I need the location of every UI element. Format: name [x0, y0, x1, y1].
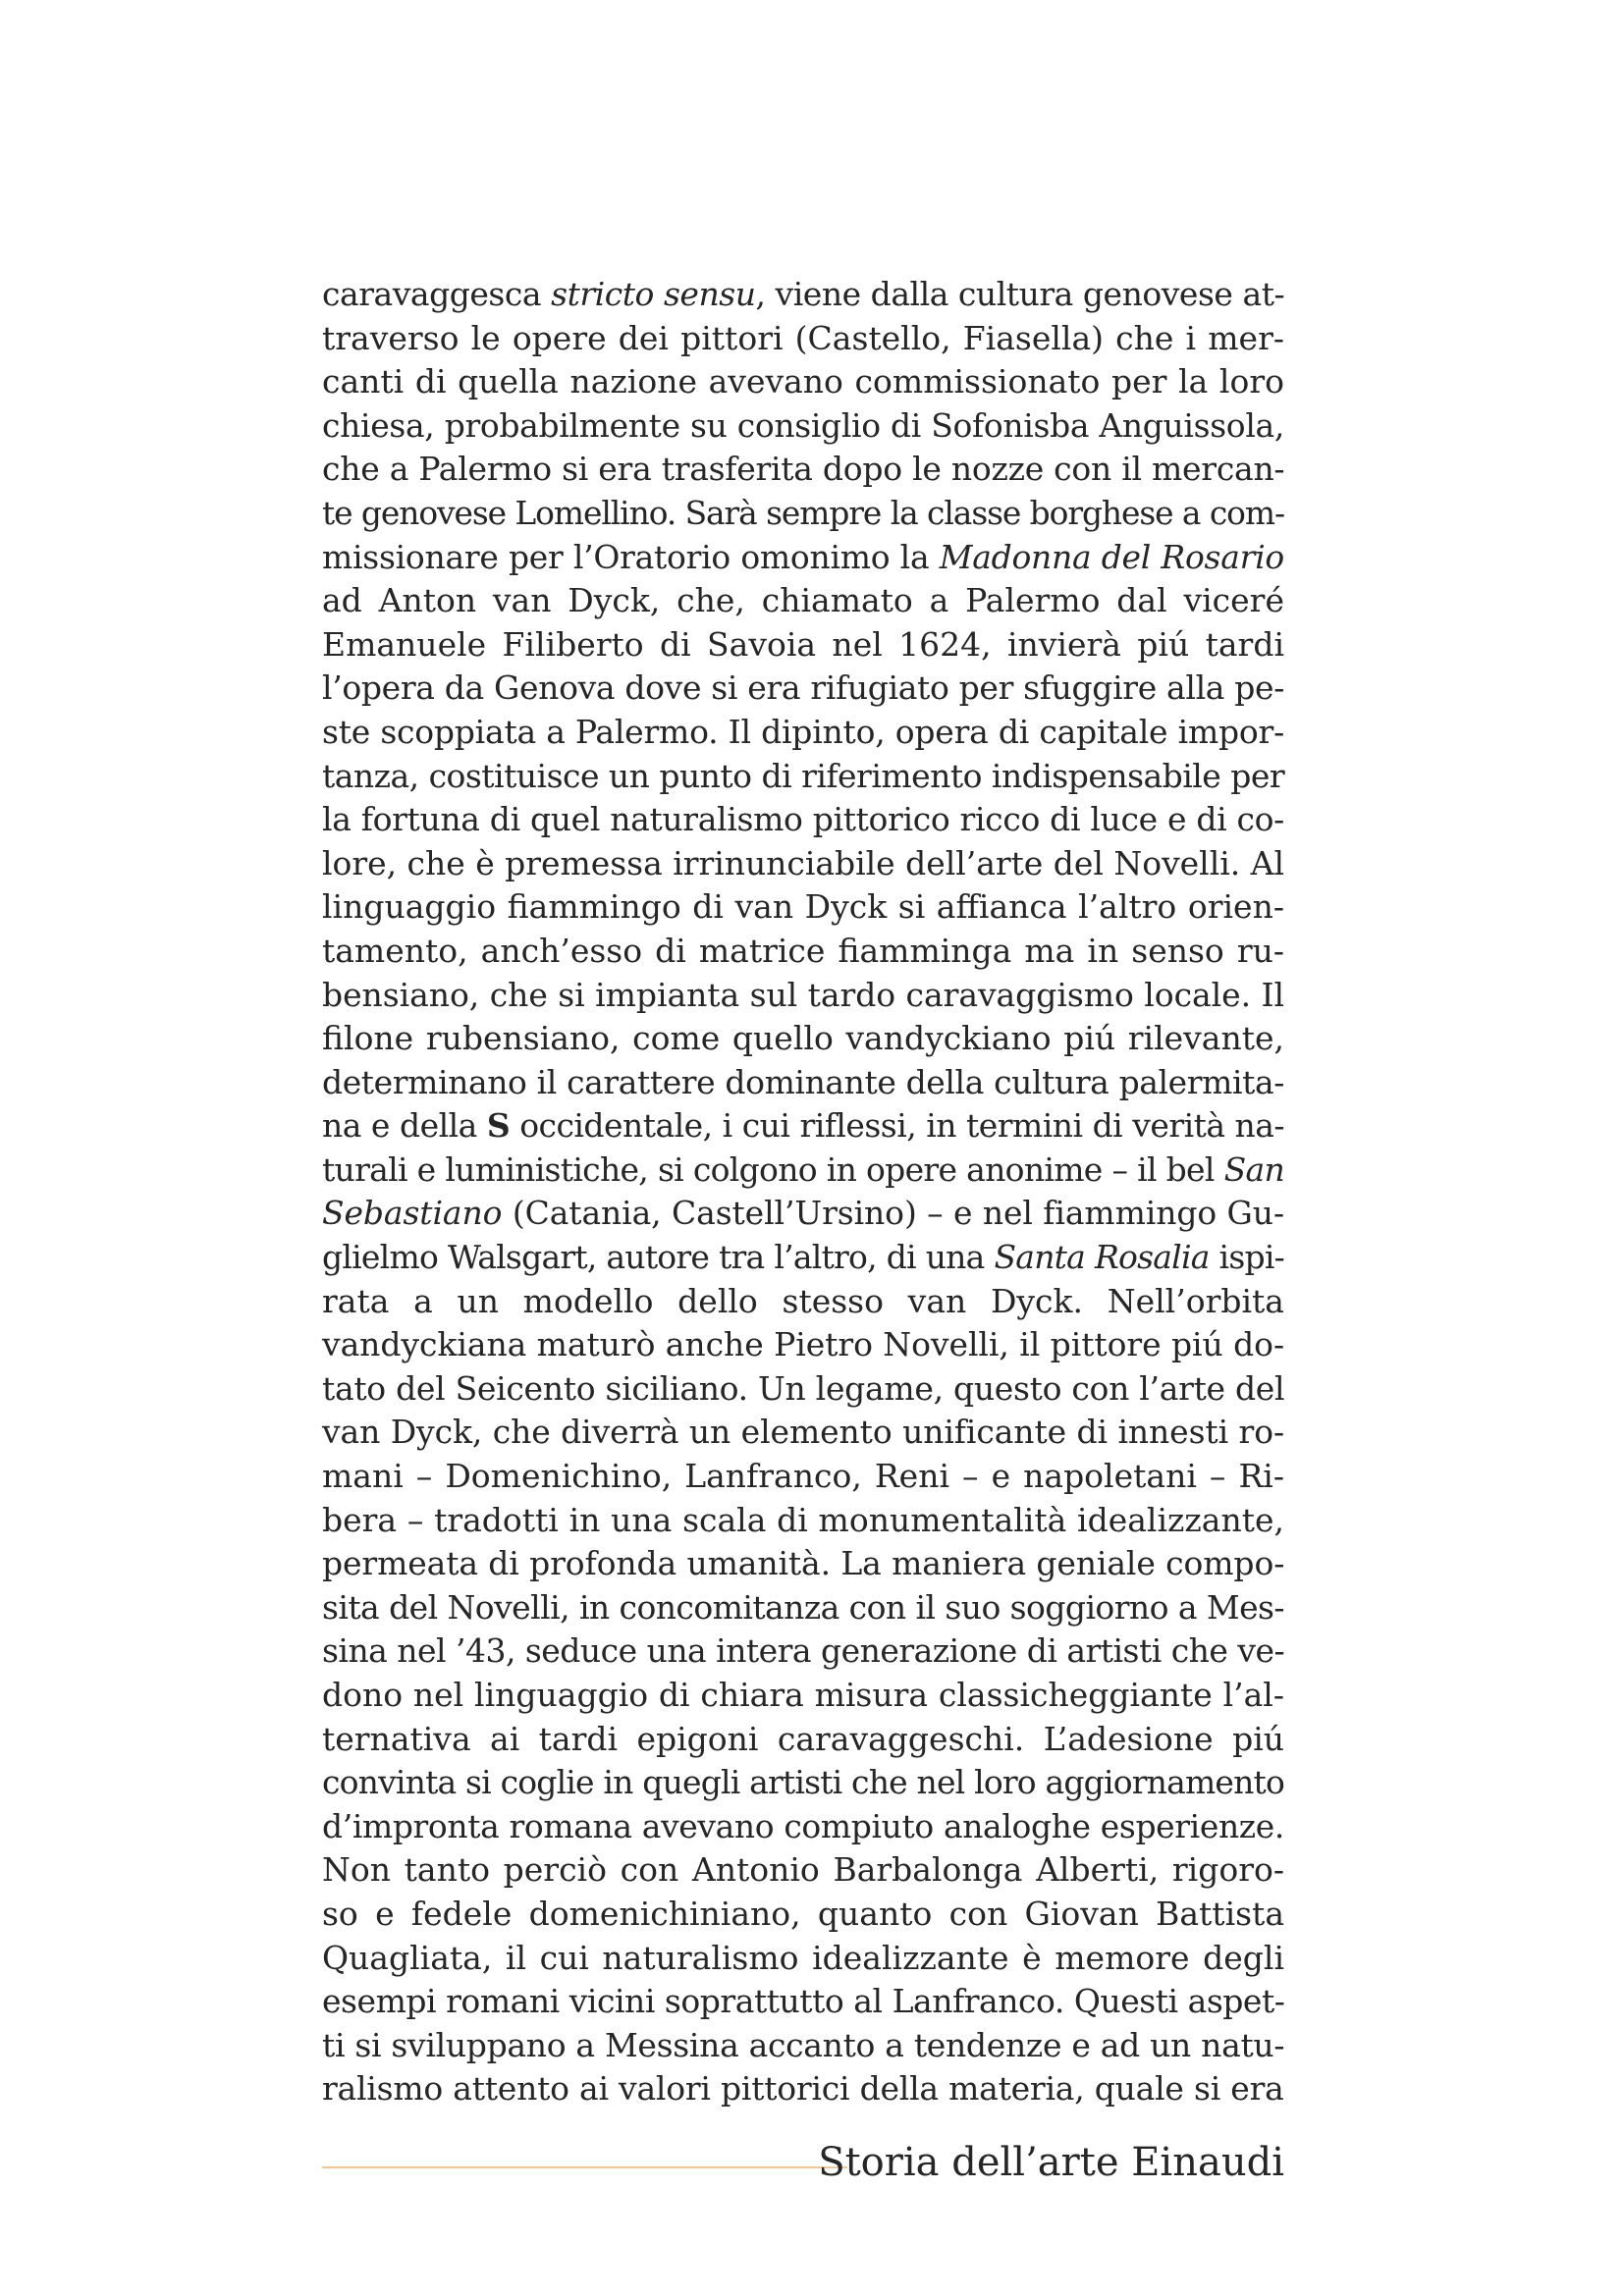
text-line: [322, 667, 1284, 711]
text-segment: mani – Domenichino, Lanfranco, Reni – e napoletani – Ri-: [322, 1457, 1284, 1496]
text-line: [322, 1718, 1284, 1762]
text-line: [322, 1367, 1284, 1412]
text-segment: canti di quella nazione avevano commissionato per la loro: [322, 362, 1284, 401]
text-segment: te genovese Lomellino. Sarà sempre la classe borghese a com-: [322, 493, 1284, 532]
text-line: [322, 974, 1284, 1018]
text-line: [322, 579, 1284, 623]
text-segment: chiesa, probabilmente su consiglio di Sofonisba Anguissola,: [322, 405, 1284, 445]
text-segment: d’impronta romana avevano compiuto analoghe esperienze.: [322, 1806, 1284, 1845]
text-segment: sina nel ’43, seduce una intera generazione di artisti che ve-: [322, 1631, 1285, 1671]
text-line: [322, 1761, 1284, 1805]
text-line: [322, 492, 1284, 536]
text-segment: l’opera da Genova dove si era rifugiato per sfuggire alla pe-: [322, 668, 1285, 708]
text-line: [322, 1805, 1284, 1849]
text-segment: so e fedele domenichiniano, quanto con Giovan Battista: [322, 1894, 1284, 1933]
text-line: [322, 1542, 1284, 1586]
text-segment: permeata di profonda umanità. La maniera geniale compo-: [322, 1544, 1285, 1583]
text-segment: tato del Seicento siciliano. Un legame, questo con l’arte del: [322, 1368, 1285, 1408]
text-segment: missionare per l’Oratorio omonimo la: [322, 537, 940, 576]
body-text: [322, 273, 1284, 2111]
text-segment: tanza, costituisce un punto di riferimento indispensabile per: [322, 756, 1285, 795]
text-line: [322, 317, 1284, 361]
text-segment: , viene dalla cultura genovese at-: [755, 275, 1285, 313]
text-line: [322, 885, 1284, 930]
text-line: [322, 1937, 1284, 1981]
text-segment: (Catania, Castell’Ursino) – e nel fiammingo Gu-: [502, 1194, 1284, 1233]
text-line: [322, 448, 1284, 492]
text-segment: occidentale, i cui riflessi, in termini di verità na-: [510, 1106, 1285, 1146]
text-line: [322, 1629, 1284, 1674]
text-line: [322, 1893, 1284, 1937]
text-segment: sita del Novelli, in concomitanza con il suo soggiorno a Mes-: [322, 1587, 1284, 1627]
text-segment: ad Anton van Dyck, che, chiamato a Palermo dal viceré: [322, 581, 1284, 620]
text-line: [322, 2024, 1284, 2068]
text-line: [322, 536, 1284, 580]
text-segment: linguaggio fiammingo di van Dyck si affianca l’altro orien-: [322, 887, 1284, 927]
text-segment: na e della: [322, 1106, 487, 1146]
text-line: [322, 360, 1284, 404]
text-line: [322, 1455, 1284, 1499]
text-line: [322, 798, 1284, 842]
footer-title: Storia dell’arte Einaudi: [818, 2140, 1284, 2185]
text-line: [322, 1061, 1284, 1105]
text-line: [322, 1586, 1284, 1630]
text-segment: Emanuele Filiberto di Savoia nel 1624, invierà piú tardi: [322, 624, 1284, 664]
text-line: [322, 1148, 1284, 1193]
text-line: [322, 1674, 1284, 1718]
text-line: [322, 1323, 1284, 1367]
text-line: [322, 1499, 1284, 1543]
text-line: [322, 1236, 1284, 1280]
text-segment: traverso le opere dei pittori (Castello, Fiasella) che i mer-: [322, 318, 1284, 357]
text-line: [322, 1192, 1284, 1236]
text-segment: che a Palermo si era trasferita dopo le nozze con il mercan-: [322, 450, 1285, 489]
text-segment: la fortuna di quel naturalismo pittorico ricco di luce e di co-: [322, 800, 1284, 839]
italic-title: Sebastiano: [322, 1194, 503, 1233]
text-segment: ti si sviluppano a Messina accanto a tendenze e ad un natu-: [322, 2025, 1285, 2064]
text-segment: Non tanto perciò con Antonio Barbalonga Alberti, rigoro-: [322, 1850, 1284, 1890]
text-segment: convinta si coglie in quegli artisti che nel loro aggiornamento: [322, 1763, 1284, 1802]
text-line: [322, 404, 1284, 449]
text-segment: esempi romani vicini soprattutto al Lanfranco. Questi aspet-: [322, 1982, 1285, 2021]
text-line: [322, 1980, 1284, 2024]
text-segment: determinano il carattere dominante della cultura palermita-: [322, 1062, 1284, 1101]
text-line: [322, 2067, 1284, 2111]
italic-title: Santa Rosalia: [994, 1238, 1210, 1277]
text-line: [322, 842, 1284, 886]
text-segment: turali e luministiche, si colgono in opere anonime – il bel: [322, 1149, 1224, 1189]
text-line: [322, 273, 1284, 317]
text-segment: ispi-: [1209, 1238, 1285, 1277]
text-segment: ternativa ai tardi epigoni caravaggeschi. L’adesione piú: [322, 1719, 1284, 1758]
text-line: [322, 623, 1284, 667]
text-segment: bera – tradotti in una scala di monumentalità idealizzante,: [322, 1500, 1284, 1539]
text-line: [322, 1848, 1284, 1893]
text-line: [322, 1411, 1284, 1455]
footer-rule: [322, 2166, 847, 2168]
text-segment: filone rubensiano, come quello vandyckiano piú rilevante,: [322, 1019, 1284, 1058]
italic-title: San: [1223, 1149, 1284, 1189]
text-line: [322, 711, 1284, 755]
italic-title: Madonna del Rosario: [939, 537, 1284, 576]
text-line: [322, 930, 1284, 974]
text-line: [322, 1280, 1284, 1324]
text-segment: glielmo Walsgart, autore tra l’altro, di una: [322, 1238, 995, 1277]
text-segment: ste scoppiata a Palermo. Il dipinto, opera di capitale impor-: [322, 712, 1284, 751]
text-segment: rata a un modello dello stesso van Dyck. Nell’orbita: [322, 1281, 1284, 1320]
text-line: [322, 1017, 1284, 1061]
italic-title: stricto sensu: [551, 275, 756, 313]
text-segment: van Dyck, che diverrà un elemento unificante di innesti ro-: [322, 1413, 1284, 1452]
text-segment: lore, che è premessa irrinunciabile dell’arte del Novelli. Al: [322, 843, 1284, 882]
text-segment: Quagliata, il cui naturalismo idealizzante è memore degli: [322, 1938, 1284, 1977]
text-segment: vandyckiana maturò anche Pietro Novelli, il pittore piú do-: [322, 1325, 1285, 1364]
text-segment: ralismo attento ai valori pittorici della materia, quale si era: [322, 2069, 1284, 2109]
text-segment: tamento, anch’esso di matrice fiamminga ma in senso ru-: [322, 931, 1284, 970]
text-segment: bensiano, che si impianta sul tardo caravaggismo locale. Il: [322, 975, 1284, 1014]
text-segment: dono nel linguaggio di chiara misura classicheggiante l’al-: [322, 1676, 1284, 1714]
text-line: [322, 755, 1284, 799]
text-segment: caravaggesca: [322, 275, 552, 313]
bold-abbreviation: S: [486, 1106, 511, 1146]
text-line: [322, 1104, 1284, 1148]
